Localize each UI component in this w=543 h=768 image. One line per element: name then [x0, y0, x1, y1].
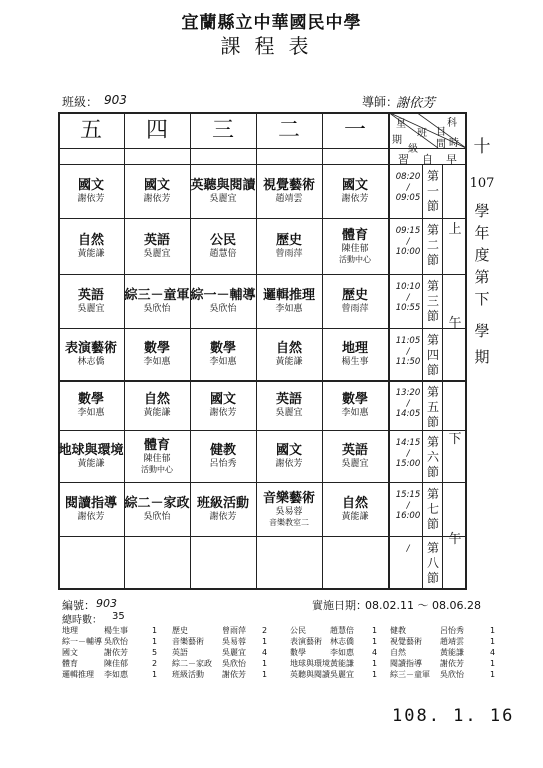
subject-name: 英語	[77, 287, 104, 303]
summary-cell: 謝依芳	[104, 648, 128, 657]
period-start: 14:15	[395, 438, 421, 448]
period-start: 15:15	[395, 490, 421, 500]
period-name: 第 八 節	[426, 541, 439, 585]
summary-cell: 體育	[62, 659, 78, 668]
summary-cell: 黃能謙	[440, 648, 464, 657]
subject-name: 英聽與閱讀	[190, 177, 256, 193]
period-time	[394, 226, 422, 258]
afternoon-bottom: 午	[448, 532, 462, 547]
subject-name: 國文	[77, 177, 104, 193]
summary-cell: 謝依芳	[440, 659, 464, 668]
summary-cell: 吳欣怡	[222, 659, 246, 668]
summary-cell: 視覺藝術	[390, 637, 422, 646]
class-cell	[190, 431, 256, 482]
teacher-name: 黃能謙	[341, 511, 369, 522]
summary-cell: 1	[490, 670, 496, 679]
summary-cell: 健教	[390, 626, 406, 635]
room-name: 活動中心	[141, 464, 173, 474]
teacher-name: 楊生事	[341, 356, 369, 367]
school-year: 107	[469, 176, 495, 191]
summary-cell: 音樂藝術	[172, 637, 204, 646]
date-stamp: 108. 1. 16	[392, 706, 515, 726]
summary-cell: 綜一－輔導	[62, 637, 102, 646]
time-separator: /	[406, 292, 410, 303]
summary-cell: 曾雨萍	[222, 626, 246, 635]
class-cell	[256, 219, 322, 274]
school-name: 宜蘭縣立中華國民中學	[181, 13, 362, 33]
class-cell	[256, 165, 322, 218]
period-start: 09:15	[395, 226, 421, 236]
period-start: 10:10	[395, 282, 421, 292]
day-header: 四	[145, 118, 168, 143]
class-cell	[124, 431, 190, 482]
class-cell	[58, 483, 124, 536]
class-cell	[124, 219, 190, 274]
class-cell	[124, 483, 190, 536]
summary-cell: 2	[262, 626, 268, 635]
day-header: 三	[211, 118, 234, 143]
summary-cell: 1	[262, 637, 268, 646]
subject-name: 數學	[77, 391, 104, 407]
study-xi: 習	[398, 153, 409, 166]
time-separator: /	[406, 236, 410, 247]
teacher-name: 謝依芳	[143, 193, 171, 204]
study-zi: 自	[422, 153, 433, 166]
class-cell	[322, 219, 388, 274]
period-name: 第 六 節	[426, 435, 439, 479]
teacher-name: 李如惠	[275, 303, 303, 314]
subject-name: 地理	[341, 340, 368, 356]
teacher-name: 林志僑	[77, 356, 105, 367]
teacher-name: 吳易蓉	[275, 506, 303, 517]
summary-cell: 5	[152, 648, 158, 657]
summary-cell: 綜三－童軍	[390, 670, 430, 679]
summary-cell: 1	[262, 659, 268, 668]
period-time	[394, 282, 422, 314]
period-name: 第 四 節	[426, 333, 439, 377]
subject-name: 班級活動	[196, 495, 249, 511]
teacher-name: 黃能謙	[77, 248, 105, 259]
summary-cell: 趙慧倍	[330, 626, 354, 635]
subject-name: 國文	[341, 177, 368, 193]
class-cell	[256, 275, 322, 328]
subject-name: 自然	[143, 391, 170, 407]
summary-cell: 閱讀指導	[390, 659, 422, 668]
morning-bottom: 午	[448, 316, 462, 331]
summary-cell: 公民	[290, 626, 306, 635]
teacher-name: 謝依芳	[77, 511, 105, 522]
subject-name: 歷史	[341, 287, 368, 303]
day-header: 一	[343, 118, 366, 143]
class-cell	[190, 381, 256, 430]
period-end: 16:00	[395, 511, 421, 522]
class-cell	[124, 537, 190, 590]
period-time	[394, 438, 422, 470]
teacher-name: 李如惠	[341, 407, 369, 418]
teacher-name: 吳麗宜	[341, 458, 369, 469]
teacher-name: 陳佳郁	[341, 243, 369, 254]
class-cell	[322, 381, 388, 430]
period-time	[394, 336, 422, 368]
class-cell	[322, 329, 388, 380]
subject-name: 健教	[209, 442, 236, 458]
period-end: 14:05	[395, 409, 421, 420]
summary-cell: 吳麗宜	[222, 648, 246, 657]
period-end: 15:00	[395, 459, 421, 470]
subject-name: 閱讀指導	[64, 495, 117, 511]
summary-cell: 1	[372, 659, 378, 668]
subject-name: 自然	[77, 232, 104, 248]
subject-name: 數學	[209, 340, 236, 356]
teacher-name: 陳佳郁	[143, 453, 171, 464]
summary-cell: 吳欣怡	[104, 637, 128, 646]
class-cell	[322, 165, 388, 218]
term-ten: 十	[473, 137, 491, 157]
class-cell	[58, 219, 124, 274]
subject-name: 綜一－輔導	[190, 287, 256, 303]
subject-name: 歷史	[275, 232, 302, 248]
teacher-name: 吳欣怡	[209, 303, 237, 314]
study-zao: 早	[446, 153, 457, 166]
class-cell	[190, 165, 256, 218]
period-start: 13:20	[395, 388, 421, 398]
teacher-name: 李如惠	[77, 407, 105, 418]
summary-cell: 1	[372, 670, 378, 679]
summary-cell: 綜二－家政	[172, 659, 212, 668]
subject-name: 國文	[209, 391, 236, 407]
teacher-name: 謝依芳	[341, 193, 369, 204]
subject-name: 體育	[143, 437, 170, 453]
summary-cell: 4	[490, 648, 496, 657]
corner-mu: 目	[436, 127, 446, 138]
teacher-name: 黃能謙	[143, 407, 171, 418]
summary-cell: 1	[490, 659, 496, 668]
summary-cell: 1	[372, 637, 378, 646]
teacher-name: 李如惠	[143, 356, 171, 367]
teacher-name: 曾雨萍	[341, 303, 369, 314]
summary-cell: 自然	[390, 648, 406, 657]
class-cell	[256, 431, 322, 482]
impl-label: 實施日期：	[312, 599, 367, 612]
summary-cell: 吳易蓉	[222, 637, 246, 646]
summary-cell: 地球與環境	[290, 659, 330, 668]
time-separator: /	[406, 346, 410, 357]
subject-name: 體育	[341, 227, 368, 243]
class-cell	[58, 537, 124, 590]
summary-cell: 邏輯推理	[62, 670, 94, 679]
teacher-name: 李如惠	[209, 356, 237, 367]
subject-name: 音樂藝術	[262, 490, 315, 506]
subject-name: 自然	[275, 340, 302, 356]
subject-name: 數學	[143, 340, 170, 356]
class-value: 903	[104, 93, 127, 107]
class-cell	[322, 483, 388, 536]
class-cell	[322, 431, 388, 482]
class-cell	[190, 275, 256, 328]
teacher-value: 謝依芳	[396, 96, 436, 111]
period-end: 11:50	[395, 357, 421, 368]
room-name: 音樂教室二	[269, 517, 309, 527]
teacher-name: 謝依芳	[275, 458, 303, 469]
teacher-name: 呂怡秀	[209, 458, 237, 469]
teacher-name: 謝依芳	[209, 511, 237, 522]
corner-ji: 級	[408, 144, 418, 155]
summary-cell: 李如惠	[104, 670, 128, 679]
teacher-name: 謝依芳	[77, 193, 105, 204]
teacher-name: 趙慧倍	[209, 248, 237, 259]
corner-star: 星	[396, 119, 406, 130]
day-header: 五	[79, 118, 102, 143]
class-cell	[58, 381, 124, 430]
afternoon-top: 下	[448, 432, 462, 447]
corner-shi: 時	[449, 138, 459, 149]
subject-name: 國文	[143, 177, 170, 193]
subject-name: 綜三－童軍	[124, 287, 190, 303]
period-name: 第 一 節	[426, 169, 439, 213]
teacher-name: 吳麗宜	[77, 303, 105, 314]
teacher-name: 謝依芳	[209, 407, 237, 418]
class-cell	[256, 537, 322, 590]
summary-cell: 吳欣怡	[440, 670, 464, 679]
subject-name: 表演藝術	[64, 340, 117, 356]
class-cell	[124, 329, 190, 380]
impl-value: 08.02.11 ～ 08.06.28	[365, 599, 481, 612]
summary-cell: 1	[372, 626, 378, 635]
summary-cell: 班級活動	[172, 670, 204, 679]
teacher-name: 吳欣怡	[143, 303, 171, 314]
class-cell	[124, 165, 190, 218]
class-cell	[124, 275, 190, 328]
hours-label: 總時數：	[62, 615, 102, 626]
subject-name: 地球與環境	[58, 442, 124, 458]
corner-qi: 期	[392, 135, 402, 146]
subject-name: 英語	[275, 391, 302, 407]
period-name: 第 七 節	[426, 487, 439, 531]
teacher-name: 吳麗宜	[275, 407, 303, 418]
code-value: 903	[96, 597, 117, 610]
teacher-name: 吳麗宜	[209, 193, 237, 204]
term-qi: 期	[474, 348, 490, 366]
summary-cell: 林志僑	[330, 637, 354, 646]
summary-cell: 1	[152, 670, 158, 679]
summary-cell: 1	[262, 670, 268, 679]
class-cell	[190, 537, 256, 590]
time-separator: /	[406, 500, 410, 511]
period-time	[394, 388, 422, 420]
teacher-name: 黃能謙	[77, 458, 105, 469]
corner-ban: 班	[417, 128, 427, 139]
teacher-name: 黃能謙	[275, 356, 303, 367]
teacher-name: 吳麗宜	[143, 248, 171, 259]
period-end: 09:05	[395, 193, 421, 204]
summary-cell: 4	[372, 648, 378, 657]
class-cell	[256, 329, 322, 380]
summary-cell: 1	[152, 637, 158, 646]
time-separator: /	[406, 182, 410, 193]
subject-name: 自然	[341, 495, 368, 511]
term-chars: 學年度第下	[474, 202, 490, 308]
subject-name: 英語	[341, 442, 368, 458]
period-name: 第 三 節	[426, 279, 439, 323]
summary-cell: 呂怡秀	[440, 626, 464, 635]
teacher-name: 吳欣怡	[143, 511, 171, 522]
class-cell	[58, 275, 124, 328]
time-separator: /	[406, 448, 410, 459]
summary-cell: 1	[490, 626, 496, 635]
teacher-name: 趙靖雲	[275, 193, 303, 204]
class-cell	[58, 431, 124, 482]
summary-cell: 1	[152, 626, 158, 635]
period-start: 08:20	[395, 172, 421, 182]
corner-sci: 科	[447, 118, 457, 129]
time-separator: /	[406, 544, 410, 554]
period-time	[394, 172, 422, 204]
summary-cell: 1	[490, 637, 496, 646]
class-cell	[322, 537, 388, 590]
summary-cell: 英語	[172, 648, 188, 657]
col-line	[422, 164, 423, 588]
period-start: 11:05	[395, 336, 421, 346]
period-end: 10:00	[395, 247, 421, 258]
time-separator: /	[406, 398, 410, 409]
class-cell	[58, 329, 124, 380]
period-time	[394, 544, 422, 555]
summary-cell: 歷史	[172, 626, 188, 635]
class-cell	[256, 483, 322, 536]
summary-cell: 趙靖雲	[440, 637, 464, 646]
room-name: 活動中心	[339, 254, 371, 264]
subject-name: 英語	[143, 232, 170, 248]
teacher-label: 導師：	[362, 95, 399, 109]
class-cell	[190, 483, 256, 536]
class-cell	[124, 381, 190, 430]
corner-jian: 間	[436, 139, 446, 150]
subject-name: 公民	[209, 232, 236, 248]
code-label: 編號：	[62, 599, 95, 612]
page-title: 課程表	[220, 34, 323, 58]
subject-name: 邏輯推理	[262, 287, 315, 303]
term-xue: 學	[474, 322, 490, 340]
class-label: 班級：	[62, 95, 99, 109]
summary-cell: 吳麗宜	[330, 670, 354, 679]
teacher-name: 曾雨萍	[275, 248, 303, 259]
summary-cell: 謝依芳	[222, 670, 246, 679]
summary-cell: 楊生事	[104, 626, 128, 635]
summary-cell: 英聽與閱讀	[290, 670, 330, 679]
subject-name: 視覺藝術	[262, 177, 315, 193]
subject-name: 綜二－家政	[124, 495, 190, 511]
period-name: 第 二 節	[426, 223, 439, 267]
summary-cell: 黃能謙	[330, 659, 354, 668]
subject-name: 國文	[275, 442, 302, 458]
summary-cell: 4	[262, 648, 268, 657]
summary-cell: 2	[152, 659, 158, 668]
class-cell	[58, 165, 124, 218]
col-line	[442, 164, 443, 588]
summary-cell: 數學	[290, 648, 306, 657]
summary-cell: 陳佳郁	[104, 659, 128, 668]
summary-cell: 地理	[62, 626, 78, 635]
morning-top: 上	[448, 222, 462, 237]
class-cell	[322, 275, 388, 328]
summary-cell: 國文	[62, 648, 78, 657]
class-cell	[256, 381, 322, 430]
period-end: 10:55	[395, 303, 421, 314]
hours-value: 35	[112, 611, 125, 622]
summary-cell: 李如惠	[330, 648, 354, 657]
day-header: 二	[277, 118, 300, 143]
period-time	[394, 490, 422, 522]
subject-name: 數學	[341, 391, 368, 407]
period-name: 第 五 節	[426, 385, 439, 429]
class-cell	[190, 219, 256, 274]
class-cell	[190, 329, 256, 380]
summary-cell: 表演藝術	[290, 637, 322, 646]
col-line	[388, 112, 390, 588]
